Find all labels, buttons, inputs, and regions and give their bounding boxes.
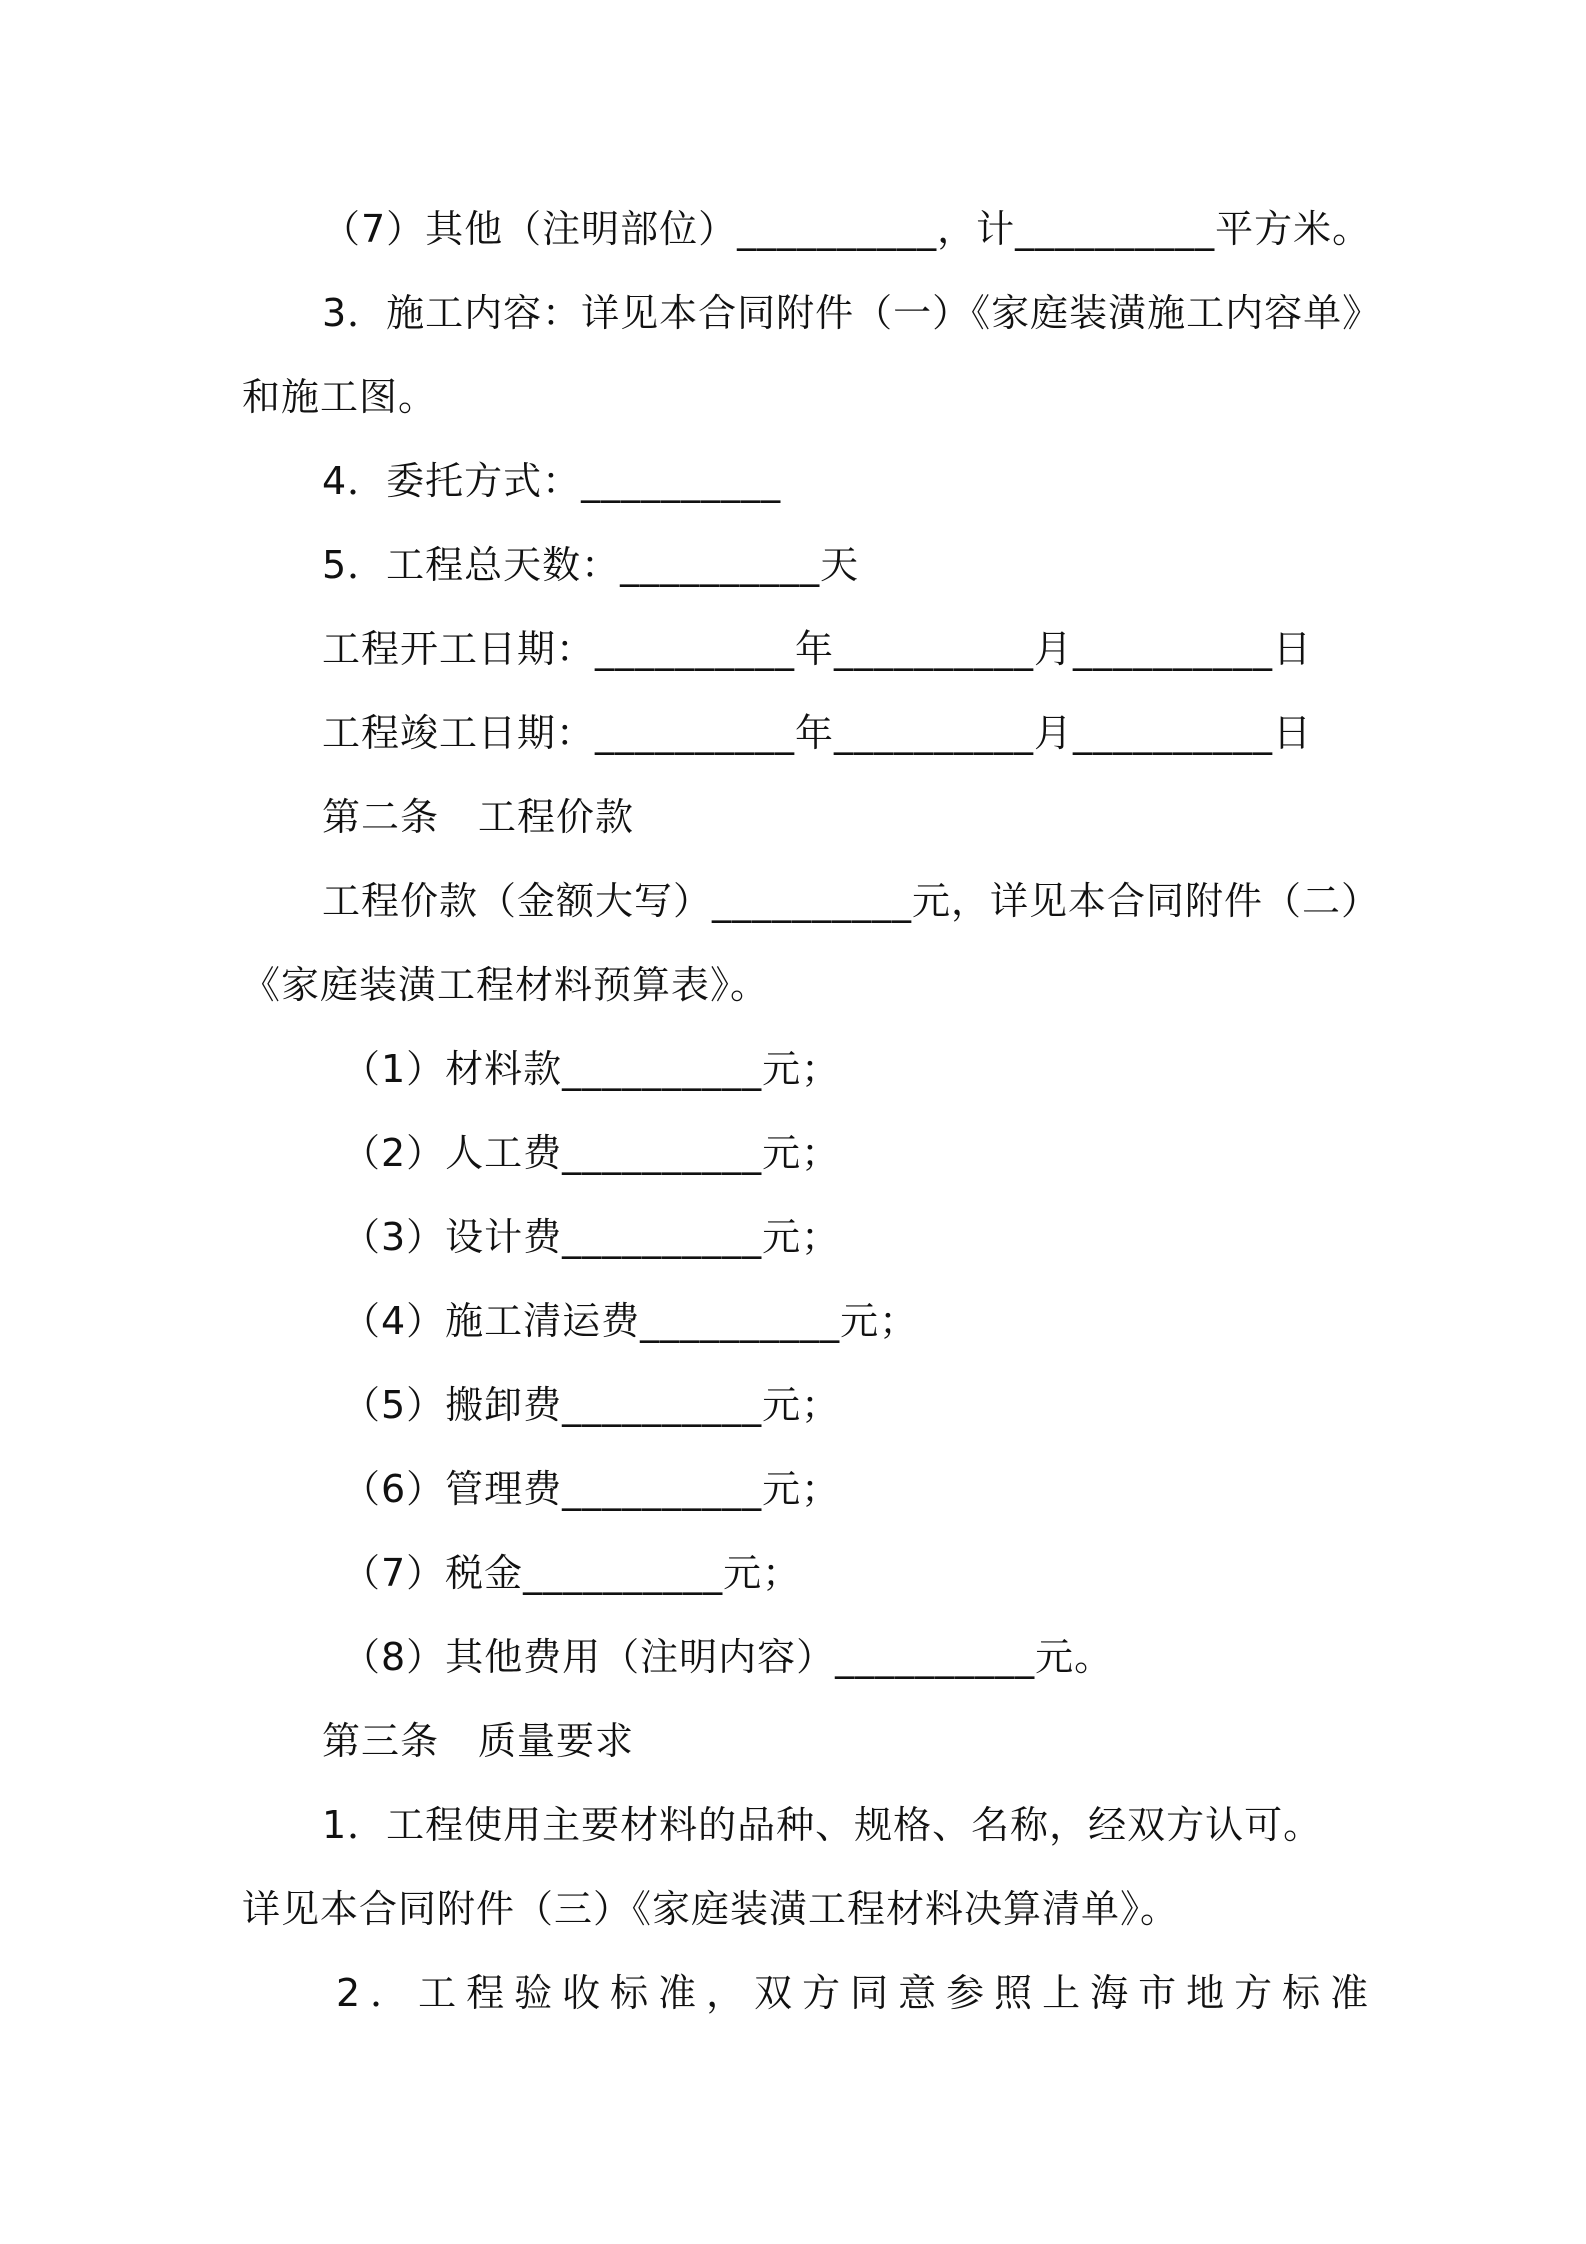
quality-clause-1-continuation: 详见本合同附件（三）《家庭装潢工程材料决算清单》。 <box>242 1887 1180 1931</box>
clause-3-construction-content: 3．施工内容：详见本合同附件（一）《家庭装潢施工内容单》 <box>322 291 1382 335</box>
fee-item-moving: （5）搬卸费__________元； <box>342 1383 841 1427</box>
fee-item-design: （3）设计费__________元； <box>342 1215 841 1259</box>
clause-5-total-days: 5．工程总天数：__________天 <box>322 543 860 587</box>
article-2-heading: 第二条 工程价款 <box>322 795 635 839</box>
project-price-continuation: 《家庭装潢工程材料预算表》。 <box>242 963 770 1007</box>
fee-item-management: （6）管理费__________元； <box>342 1467 841 1511</box>
clause-4-commission-method: 4．委托方式：__________ <box>322 459 782 503</box>
fee-item-materials: （1）材料款__________元； <box>342 1047 841 1091</box>
project-price-line: 工程价款（金额大写）__________元，详见本合同附件（二） <box>322 879 1381 923</box>
start-date-line: 工程开工日期：__________年__________月__________日 <box>322 627 1313 671</box>
article-3-heading: 第三条 质量要求 <box>322 1719 635 1763</box>
clause-item-7-other-area: （7）其他（注明部位）__________，计__________平方米。 <box>322 207 1372 251</box>
fee-item-cleanup: （4）施工清运费__________元； <box>342 1299 919 1343</box>
clause-3-continuation: 和施工图。 <box>242 375 438 419</box>
completion-date-line: 工程竣工日期：__________年__________月__________日 <box>322 711 1313 755</box>
fee-item-labor: （2）人工费__________元； <box>342 1131 841 1175</box>
quality-clause-1: 1．工程使用主要材料的品种、规格、名称，经双方认可。 <box>322 1803 1323 1847</box>
quality-clause-2: 2．工程验收标准，双方同意参照上海市地方标准 <box>336 1971 1379 2015</box>
fee-item-tax: （7）税金__________元； <box>342 1551 802 1595</box>
fee-item-other: （8）其他费用（注明内容）__________元。 <box>342 1635 1114 1679</box>
